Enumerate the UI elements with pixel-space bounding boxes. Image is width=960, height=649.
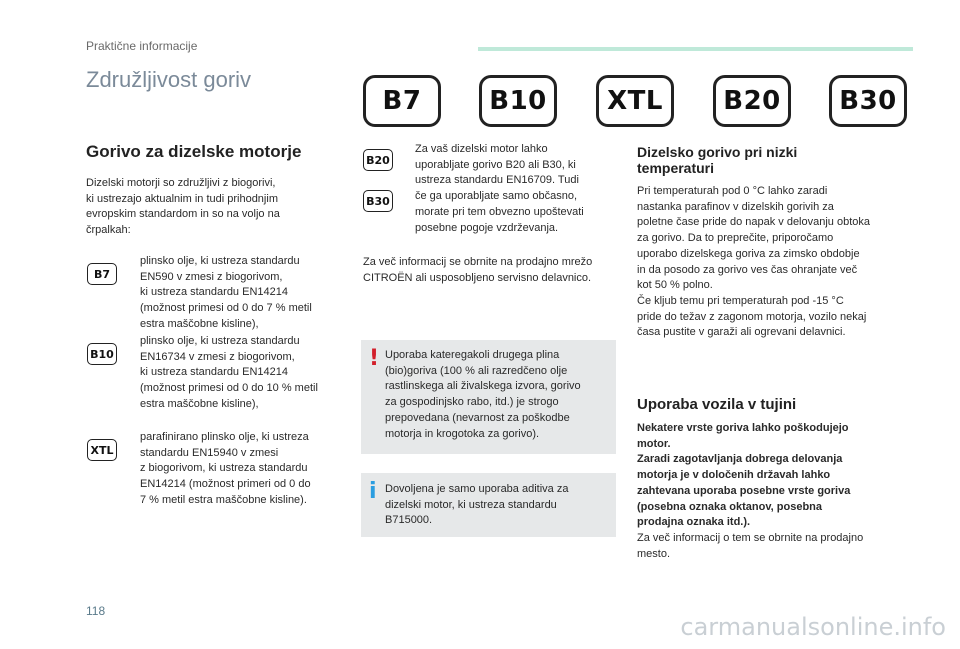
badge-b7-small: B7 [87, 263, 117, 285]
badge-xtl: XTL [596, 75, 674, 127]
abroad-warning-text: Nekatere vrste goriva lahko poškodujejo motor. Zaradi zagotavljanja dobrega delovanja motorja je v določenih državah lahko zahtevana uporaba posebne vrste goriva (posebna oznaka oktanov, posebna prodajna oznaka itd.). [637, 422, 851, 529]
b20-b30-description: Za vaš dizelski motor lahko uporabljate gorivo B20 ali B30, ki ustreza standardu EN16709. Tudi če ga uporabljate samo občasno, morate pri tem obvezno upoštevati posebne pogoje vzdrževanja. [415, 143, 584, 234]
abroad-info-text: Za več informacij o tem se obrnite na prodajno mesto. [637, 532, 864, 560]
badge-b10: B10 [479, 75, 557, 127]
badge-b30-small: B30 [363, 190, 393, 212]
info-text: Dovoljena je samo uporaba aditiva za dizelski motor, ki ustreza standardu B715000. [385, 483, 569, 527]
page-number: 118 [86, 604, 106, 618]
section-label: Praktične informacije [86, 39, 198, 53]
badge-b7: B7 [363, 75, 441, 127]
badge-b10-small: B10 [87, 343, 117, 365]
warning-icon: ! [369, 346, 380, 371]
network-info: Za več informacij se obrnite na prodajno mrežo CITROËN ali usposobljeno servisno delavnico. [363, 256, 593, 284]
b10-description: plinsko olje, ki ustreza standardu EN16734 v zmesi z biogorivom, ki ustreza standardu EN14214 (možnost primesi od 0 do 10 % metil estra maščobne kisline), [140, 335, 318, 410]
info-icon: i [369, 479, 377, 504]
diesel-fuel-heading: Gorivo za dizelske motorje [86, 142, 302, 161]
warning-note [361, 340, 616, 454]
b7-description: plinsko olje, ki ustreza standardu EN590 v zmesi z biogorivom, ki ustreza standardu EN14214 (možnost primesi od 0 do 7 % metil estra maščobne kisline), [140, 255, 312, 330]
badge-b30: B30 [829, 75, 907, 127]
page-title: Združljivost goriv [86, 67, 252, 92]
watermark: carmanualsonline.info [680, 613, 946, 641]
cold-temperature-heading: Dizelsko gorivo pri nizki temperaturi [637, 144, 798, 176]
warning-text: Uporaba kateregakoli drugega plina (bio)goriva (100 % ali razredčeno olje rastlinskega ali živalskega izvora, gorivo za gospodinjsko rabo, itd.) je strogo prepovedana (nevarnost za poškodbe motorja in krogotoka za gorivo). [385, 349, 581, 440]
badge-b20-small: B20 [363, 149, 393, 171]
header-rule [478, 47, 913, 51]
badge-xtl-small: XTL [87, 439, 117, 461]
badge-b20: B20 [713, 75, 791, 127]
info-note [361, 473, 616, 537]
xtl-description: parafinirano plinsko olje, ki ustreza standardu EN15940 v zmesi z biogorivom, ki ustreza standardu EN14214 (možnost primeri od 0 do 7 % metil estra maščobne kisline). [140, 431, 311, 506]
cold-temperature-text: Pri temperaturah pod 0 °C lahko zaradi nastanka parafinov v dizelskih gorivih za poletne čase pride do napak v delovanju obtoka za gorivo. Da to preprečite, priporočamo uporabo dizelskega goriva za zimsko obdobje in da posodo za gorivo ves čas ohranjate več kot 50 % polno. Če kljub temu pri temperaturah pod -15 °C pride do težav z zagonom motorja, vozilo nekaj časa pustite v garaži ali ogrevani delavnici. [637, 185, 871, 339]
abroad-heading: Uporaba vozila v tujini [637, 396, 797, 413]
diesel-intro: Dizelski motorji so združljivi z biogorivi, ki ustrezajo aktualnim in tudi prihodnjim evropskim standardom in so na voljo na črpalkah: [86, 177, 280, 237]
